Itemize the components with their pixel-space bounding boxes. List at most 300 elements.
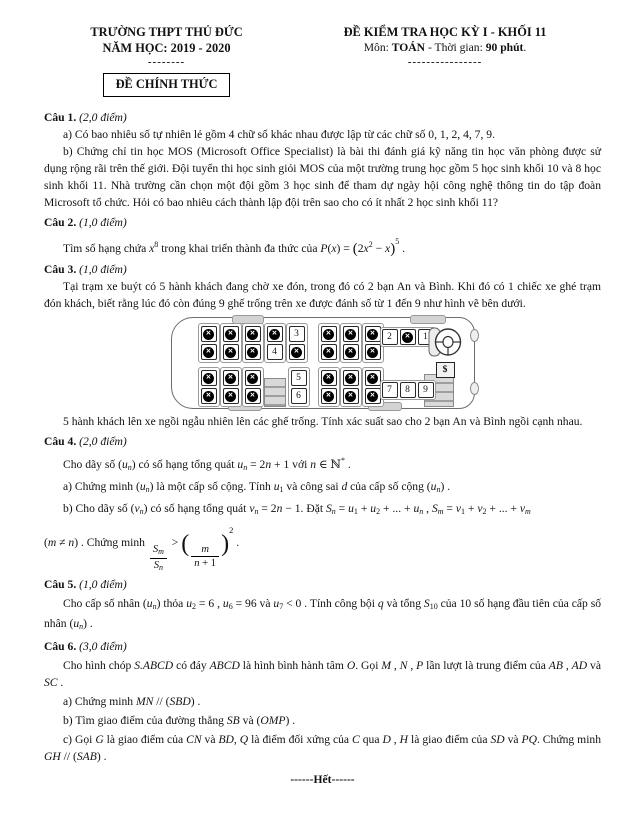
driver-steering-wheel-icon (428, 325, 462, 364)
text-run: x (363, 242, 369, 255)
question-points: (2,0 điểm) (79, 111, 127, 124)
text-run: u (121, 458, 128, 471)
question-points: (1,0 điểm) (79, 263, 127, 276)
occupied-passenger-icon: ✕ (367, 347, 378, 358)
text-run: u (222, 597, 229, 610)
subject-line (289, 40, 601, 56)
lower-seat-column (318, 367, 340, 407)
text-run: n (194, 558, 200, 569)
text-run: và ( (239, 714, 261, 727)
question-paragraph (44, 126, 601, 143)
text-run: N (399, 659, 408, 672)
text-run: và công sai (283, 480, 342, 493)
text-run: là hình bình hành tâm (239, 659, 347, 672)
question-paragraph (44, 143, 601, 211)
text-run: 7 (279, 602, 284, 611)
question-paragraph (44, 278, 601, 312)
seat-occupied (321, 388, 337, 404)
text-run: của cấp số cộng (347, 480, 427, 493)
text-run: v (519, 502, 526, 515)
header-right-block (289, 24, 601, 97)
lower-seat-column (198, 367, 220, 407)
question-points: (1,0 điểm) (79, 216, 127, 229)
text-run: ( (135, 480, 140, 493)
seat-occupied (245, 326, 261, 342)
text-run: u (73, 617, 80, 630)
text-run: SC (44, 676, 58, 689)
occupied-passenger-icon: ✕ (367, 373, 378, 384)
fare-box: $ (436, 362, 455, 378)
occupied-passenger-icon: ✕ (367, 329, 378, 340)
text-run: S (325, 502, 332, 515)
text-run: 2 (368, 240, 373, 249)
question-paragraph (44, 500, 601, 520)
upper-seat-column (318, 323, 340, 363)
text-run: ) . Chứng minh (74, 536, 148, 549)
question-paragraph (44, 522, 601, 573)
text-run: n (436, 485, 441, 494)
text-run: + 1 với (271, 458, 311, 471)
seat-3: 3 (289, 326, 305, 342)
text-run: ( (352, 241, 358, 257)
occupied-passenger-icon: ✕ (203, 329, 214, 340)
text-run: Cho dãy số (63, 458, 119, 471)
text-run: ( (181, 531, 190, 557)
subject-prefix: Môn: (363, 41, 392, 54)
text-run: u (186, 597, 193, 610)
question-paragraph (44, 452, 601, 476)
text-run: Tìm số hạng chứa (63, 242, 150, 255)
text-run: S.ABCD (134, 659, 174, 672)
seat-occupied (223, 326, 239, 342)
seat-6: 6 (291, 388, 307, 404)
text-run: n (331, 507, 336, 516)
text-run: SB (226, 714, 240, 727)
text-run: n (145, 485, 150, 494)
question-heading (44, 638, 601, 655)
occupied-passenger-icon: ✕ (402, 332, 413, 343)
occupied-passenger-icon: ✕ (203, 391, 214, 402)
text-run: ) = (336, 242, 353, 255)
text-run: , (233, 733, 240, 746)
question-paragraph (44, 712, 601, 729)
fraction-numerator (150, 544, 167, 558)
bus-roof-tab (410, 315, 446, 324)
text-run: SAB (76, 750, 97, 763)
text-run: n (419, 507, 424, 516)
occupied-passenger-icon: ✕ (323, 347, 334, 358)
upper-seat-column (286, 323, 308, 363)
question-number: Câu 6. (44, 640, 77, 653)
occupied-passenger-icon: ✕ (291, 347, 302, 358)
text-run: + (465, 502, 478, 515)
occupied-passenger-icon: ✕ (225, 347, 236, 358)
text-run: . (344, 458, 351, 471)
seat-occupied (343, 370, 359, 386)
text-run: u (430, 480, 437, 493)
end-marker: ------Hết------ (290, 773, 355, 786)
text-run: ( (142, 597, 147, 610)
text-run: a) Chứng minh (63, 480, 136, 493)
seat-occupied (223, 344, 239, 360)
question-number: Câu 4. (44, 435, 77, 448)
text-run: ) (143, 502, 148, 515)
text-run: = (335, 502, 349, 515)
text-run: a) Có bao nhiêu số tự nhiên lẻ gồm 4 chữ số khác nhau được lập từ các chữ số 0, 1, 2, 4, 7, 9. (63, 128, 495, 141)
text-run: c) Gọi (63, 733, 96, 746)
text-run: u (237, 458, 244, 471)
text-run: ( (44, 536, 48, 549)
text-run: . Gọi (355, 659, 382, 672)
official-exam-stamp: ĐỀ CHÍNH THỨC (103, 73, 231, 97)
text-run: u (146, 597, 153, 610)
question-paragraph (44, 478, 601, 498)
text-run: − (372, 242, 386, 255)
seat-occupied (289, 344, 305, 360)
question-number: Câu 1. (44, 111, 77, 124)
text-run: 8 (154, 240, 159, 249)
text-run: n (159, 563, 163, 572)
text-run: PQ (521, 733, 537, 746)
text-run: b) Chứng chỉ tin học MOS (Microsoft Office Specialist) là bài thi đánh giá kỹ năng tin học văn phòng được sử dụng rộng rãi trên thế giới. Đội tuyển thi học sinh giỏi MOS của một trường trung học gồm 5 học sinh khối 10 và 8 học sinh khối 11. Nhà trường cần chọn một đội gồm 3 học sinh để tham dự ngày hội công nghệ thông tin do tập đoàn Microsoft tổ chức. Hỏi có bao nhiêu cách thành lập đội trên sao cho có ít nhất 2 học sinh khối 11? (44, 145, 601, 209)
text-run: có đáy (173, 659, 210, 672)
text-run: u (273, 480, 280, 493)
text-run: u (348, 502, 354, 515)
occupied-passenger-icon: ✕ (323, 391, 334, 402)
text-run: u (413, 502, 420, 515)
bus-mirror (470, 329, 479, 342)
question-paragraph (44, 657, 601, 691)
text-run: , (407, 659, 417, 672)
seat-occupied (321, 344, 337, 360)
text-run: 2 (357, 242, 364, 255)
text-run: ABCD (209, 659, 240, 672)
text-run: u (273, 597, 280, 610)
text-run: + ... + (486, 502, 520, 515)
fraction (150, 544, 167, 573)
fraction (191, 544, 219, 569)
upper-seat-column (264, 323, 286, 363)
text-run: OMP (260, 714, 286, 727)
back-seat-bench (380, 380, 436, 400)
question-number: Câu 5. (44, 578, 77, 591)
upper-seat-column (242, 323, 264, 363)
occupied-passenger-icon: ✕ (225, 391, 236, 402)
text-run: + ... + (380, 502, 414, 515)
question-paragraph (44, 731, 601, 765)
text-run: x (385, 242, 391, 255)
text-run: thỏa (160, 597, 187, 610)
seat-2: 2 (382, 329, 398, 345)
seat-1: 1 (418, 329, 434, 345)
text-run: ≠ (56, 536, 69, 549)
text-run: d (341, 480, 348, 493)
text-run: là giao điểm của (103, 733, 187, 746)
question-points: (2,0 điểm) (79, 435, 127, 448)
text-run: // ( (153, 695, 170, 708)
text-run: ) (83, 617, 87, 630)
seat-occupied (365, 388, 381, 404)
occupied-passenger-icon: ✕ (225, 373, 236, 384)
text-run: qua (359, 733, 383, 746)
text-run: m (525, 507, 531, 516)
text-run: v (455, 502, 462, 515)
text-run: BD (218, 733, 234, 746)
question-paragraph (44, 413, 601, 430)
text-run: x (331, 242, 337, 255)
text-run: 2 (482, 507, 487, 516)
text-run: 5 (395, 237, 400, 246)
text-run: v (134, 502, 140, 515)
question-heading (44, 576, 601, 593)
text-run: ( (69, 617, 74, 630)
question-number: Câu 3. (44, 263, 77, 276)
text-run: D (382, 733, 391, 746)
text-run: n (139, 507, 144, 516)
text-run: = 6 , (196, 597, 223, 610)
text-run: C (352, 733, 360, 746)
text-run: n (265, 458, 272, 471)
text-run: Cho cấp số nhân (63, 597, 143, 610)
seat-occupied (343, 344, 359, 360)
seat-occupied (365, 326, 381, 342)
text-run: G (95, 733, 104, 746)
text-run: 1 (279, 485, 284, 494)
occupied-passenger-icon: ✕ (203, 373, 214, 384)
text-run: n (243, 463, 248, 472)
seat-4: 4 (267, 344, 283, 360)
seat-5: 5 (291, 370, 307, 386)
upper-seat-column (198, 323, 220, 363)
subject-separator: - (425, 41, 435, 54)
text-run: + 1 (199, 558, 217, 569)
text-run: n (127, 463, 132, 472)
text-run: m (437, 507, 444, 516)
occupied-passenger-icon: ✕ (367, 391, 378, 402)
text-run: . (86, 617, 93, 630)
text-run: n (79, 622, 84, 631)
text-run: ) . (190, 695, 201, 708)
time-suffix: . (523, 41, 527, 54)
bus-mirror (470, 382, 479, 395)
text-run: // ( (60, 750, 77, 763)
seat-occupied (321, 370, 337, 386)
fraction-denominator (150, 558, 167, 573)
text-run: b) Tìm giao điểm của đường thẳng (63, 714, 227, 727)
text-run: q (377, 597, 384, 610)
text-run: ) (149, 480, 154, 493)
text-run: . (444, 480, 451, 493)
seat-occupied (245, 370, 261, 386)
left-divider-dashes: -------- (147, 56, 186, 68)
text-run: v (249, 502, 255, 515)
text-run: ) (221, 531, 230, 557)
text-run: và (587, 659, 601, 672)
seat-occupied (201, 326, 217, 342)
text-run: ) (131, 458, 136, 471)
text-run: S (152, 544, 159, 555)
seat-7: 7 (382, 382, 398, 398)
occupied-passenger-icon: ✕ (345, 329, 356, 340)
question-paragraph (44, 693, 601, 710)
text-run: m (158, 547, 164, 556)
text-run: P (320, 242, 328, 255)
text-run: 2 (376, 507, 381, 516)
seat-occupied (245, 388, 261, 404)
school-year: NĂM HỌC: 2019 - 2020 (102, 41, 231, 55)
text-run: u (370, 502, 377, 515)
text-run: ) (156, 597, 161, 610)
seat-occupied (223, 370, 239, 386)
text-run: là giao điểm của (408, 733, 491, 746)
text-run: 6 (228, 602, 233, 611)
text-run: ) (440, 480, 445, 493)
seat-occupied (343, 326, 359, 342)
occupied-passenger-icon: ✕ (345, 347, 356, 358)
seat-occupied (267, 326, 283, 342)
text-run: − 1. Đặt (282, 502, 326, 515)
lower-seat-column (340, 367, 362, 407)
seat-occupied (223, 388, 239, 404)
text-run: = 2 (247, 458, 266, 471)
text-run: , (391, 659, 400, 672)
text-run: = (443, 502, 456, 515)
text-run: ) . (96, 750, 107, 763)
text-run: . (57, 676, 64, 689)
text-run: S (423, 597, 430, 610)
occupied-passenger-icon: ✕ (203, 347, 214, 358)
time-limit: 90 phút (485, 41, 524, 54)
text-run: có số hạng tổng quát (147, 502, 250, 515)
text-run: n (152, 602, 157, 611)
text-run: > (168, 536, 182, 549)
right-divider-dashes: ---------------- (407, 56, 483, 68)
text-run: u (139, 480, 146, 493)
text-run: m (201, 544, 209, 555)
occupied-passenger-icon: ✕ (225, 329, 236, 340)
text-run: P (416, 659, 424, 672)
text-run: AB (548, 659, 563, 672)
text-run: ( (327, 242, 332, 255)
seat-9: 9 (418, 382, 434, 398)
text-run: a) Chứng minh (63, 695, 136, 708)
text-run: là một cấp số cộng. Tính (153, 480, 274, 493)
text-run: b) Cho dãy số (63, 502, 131, 515)
lower-seat-column (220, 367, 242, 407)
text-run: n (310, 458, 316, 471)
text-run: x (149, 242, 155, 255)
text-run: 2 (192, 602, 197, 611)
text-run: m (47, 536, 57, 549)
bus-body (171, 317, 475, 409)
text-run: và tổng (383, 597, 424, 610)
text-run: SD (490, 733, 505, 746)
bus-middle-door (264, 378, 286, 407)
text-run: v (477, 502, 483, 515)
lower-seat-column (242, 367, 264, 407)
text-run: S (153, 560, 159, 571)
text-run: M (381, 659, 391, 672)
text-run: ) . (285, 714, 296, 727)
occupied-passenger-icon: ✕ (247, 391, 258, 402)
seat-occupied (245, 344, 261, 360)
text-run: trong khai triển thành đa thức của (158, 242, 321, 255)
occupied-passenger-icon: ✕ (269, 329, 280, 340)
time-prefix: Thời gian: (434, 41, 486, 54)
question-paragraph (44, 595, 601, 635)
question-paragraph (44, 233, 601, 258)
text-run: . (233, 536, 240, 549)
question-number: Câu 2. (44, 216, 77, 229)
text-run: , (423, 502, 432, 515)
subject-name: TOÁN (391, 41, 426, 54)
text-run: ) (390, 241, 396, 257)
occupied-passenger-icon: ✕ (345, 373, 356, 384)
text-run: * (340, 456, 345, 465)
text-run: = 2 (258, 502, 277, 515)
school-name: TRƯỜNG THPT THỦ ĐỨC (90, 25, 243, 39)
seat-occupied (365, 344, 381, 360)
bus-figure (44, 317, 601, 409)
text-run: GH (44, 750, 61, 763)
lower-seat-column (288, 367, 310, 407)
question-points: (1,0 điểm) (79, 578, 127, 591)
text-run: ( (130, 502, 135, 515)
seat-occupied (321, 326, 337, 342)
text-run: Cho hình chóp (63, 659, 135, 672)
text-run: và (504, 733, 522, 746)
header (44, 24, 601, 97)
fraction-numerator (191, 544, 219, 556)
occupied-passenger-icon: ✕ (345, 391, 356, 402)
text-run: . (399, 242, 405, 255)
text-run: O (346, 659, 356, 672)
question-heading (44, 261, 601, 278)
question-heading (44, 109, 601, 126)
question-heading (44, 433, 601, 450)
text-run: ∈ ℕ (316, 458, 341, 471)
text-run: n (68, 536, 75, 549)
official-stamp-wrap (44, 73, 289, 97)
exam-title: ĐỀ KIỂM TRA HỌC KỲ I - KHỐI 11 (343, 25, 547, 39)
text-run: 1 (461, 507, 466, 516)
occupied-passenger-icon: ✕ (323, 329, 334, 340)
seat-occupied (365, 370, 381, 386)
seat-occupied (400, 329, 416, 345)
seat-occupied (201, 370, 217, 386)
text-run: + (357, 502, 371, 515)
occupied-passenger-icon: ✕ (247, 329, 258, 340)
occupied-passenger-icon: ✕ (247, 347, 258, 358)
fraction-denominator (191, 556, 219, 569)
text-run: , (562, 659, 572, 672)
occupied-passenger-icon: ✕ (323, 373, 334, 384)
text-run: Tại trạm xe buýt có 5 hành khách đang chờ xe đón, trong đó có 2 bạn An và Bình. Khi đó có 1 chiếc xe ghé trạm đón khách, biết rằng lúc đó còn đúng 9 ghế trống trên xe được đánh số từ 1 đến 9 như hình vẽ bên dưới. (44, 280, 601, 310)
text-run: n (276, 502, 283, 515)
text-run: MN (135, 695, 154, 708)
seat-8: 8 (400, 382, 416, 398)
text-run: ( (118, 458, 122, 471)
text-run: . Chứng minh (536, 733, 602, 746)
question-points: (3,0 điểm) (79, 640, 127, 653)
text-run: lần lượt là trung điểm của (423, 659, 549, 672)
text-run: 1 (353, 507, 358, 516)
text-run: CN (186, 733, 202, 746)
text-run: của 10 số hạng đầu tiên của cấp số nhân (44, 597, 602, 630)
upper-seat-column (220, 323, 242, 363)
text-run: S (431, 502, 438, 515)
text-run: Q (239, 733, 249, 746)
